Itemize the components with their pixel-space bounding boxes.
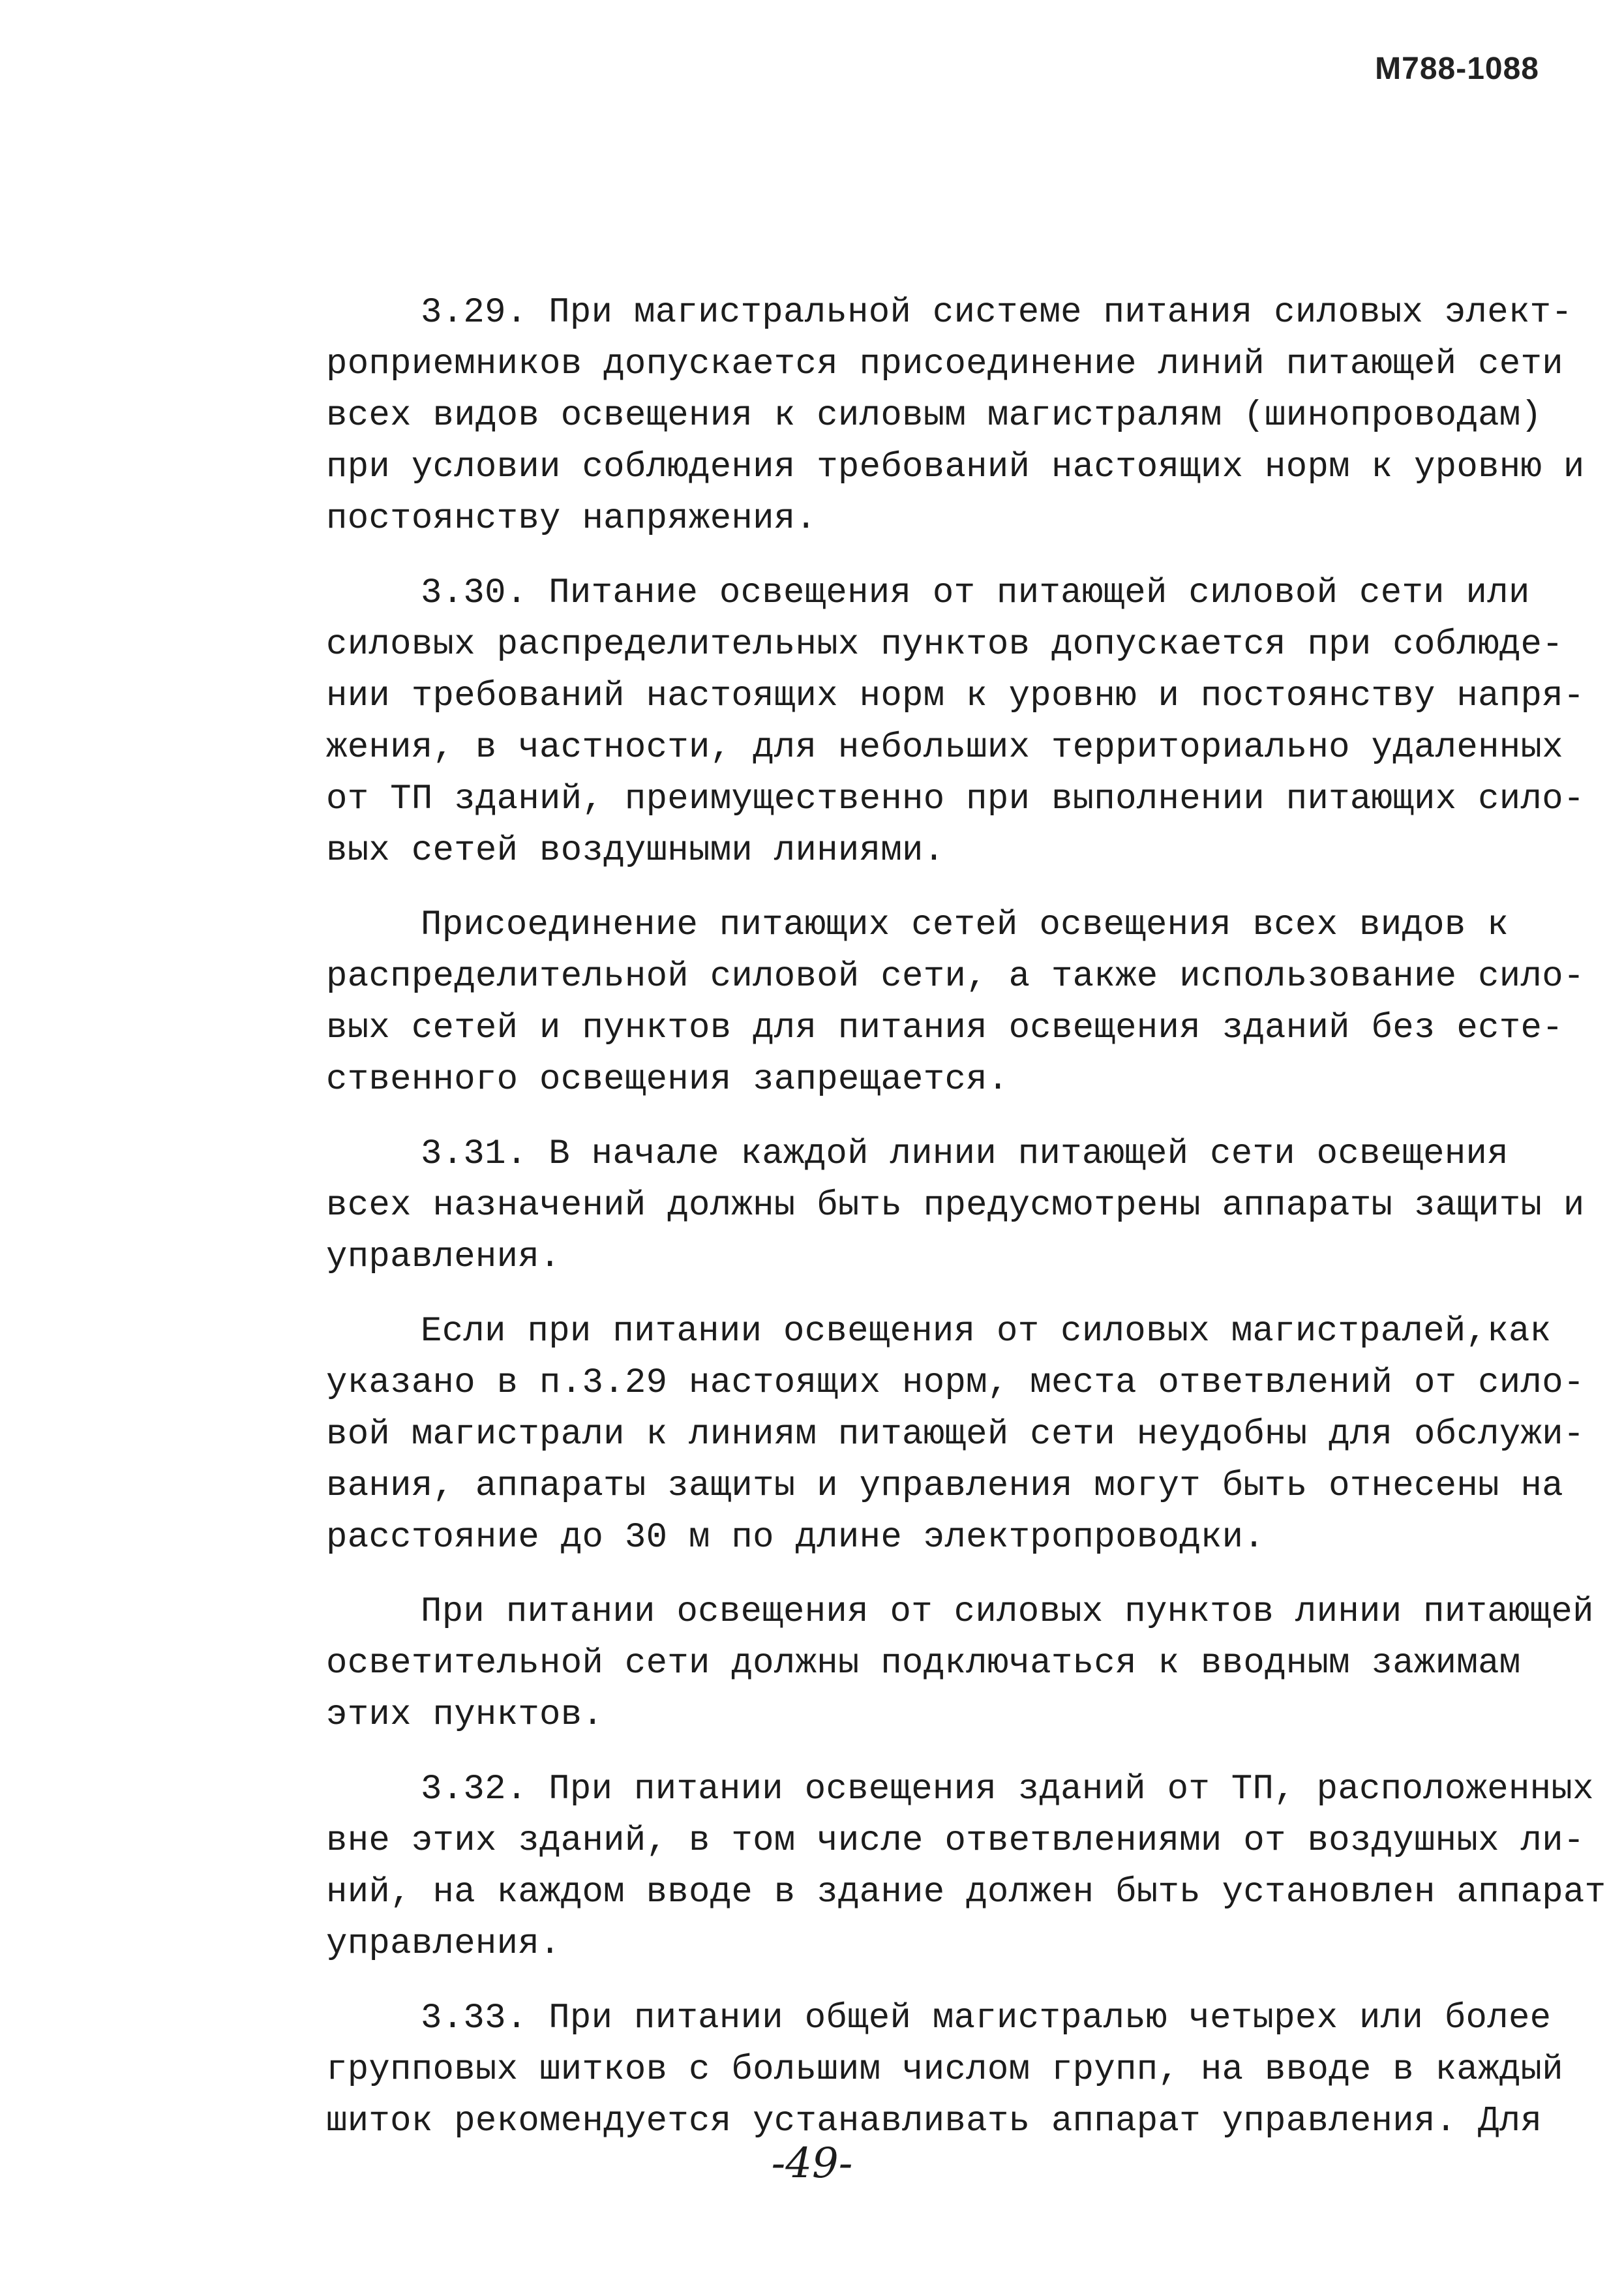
- paragraph-gap: [326, 1741, 1565, 1764]
- text-line: ственного освещения запрещается.: [326, 1060, 1009, 1100]
- text-line: 3.31. В начале каждой линии питающей сети освещения: [421, 1134, 1509, 1174]
- text-line: этих пунктов.: [326, 1695, 604, 1735]
- text-line: Присоединение питающих сетей освещения всех видов к: [421, 905, 1509, 945]
- text-line: управления.: [326, 1924, 561, 1964]
- text-line: 3.33. При питании общей магистралью четырех или более: [421, 1998, 1552, 2038]
- text-line: осветительной сети должны подключаться к вводным зажимам: [326, 1644, 1521, 1683]
- text-line: вой магистрали к линиям питающей сети неудобны для обслужи-: [326, 1415, 1585, 1455]
- text-line: при условии соблюдения требований настоящих норм к уровню и: [326, 447, 1585, 487]
- paragraph-3-33: [326, 1993, 1565, 2147]
- text-line: жения, в частности, для небольших территориально удаленных: [326, 728, 1563, 768]
- text-line: от ТП зданий, преимущественно при выполнении питающих сило-: [326, 779, 1585, 819]
- text-line: групповых шитков с большим числом групп, на вводе в каждый: [326, 2050, 1563, 2090]
- text-line: всех назначений должны быть предусмотрены аппараты защиты и: [326, 1186, 1585, 1226]
- text-line: распределительной силовой сети, а также использование сило-: [326, 957, 1585, 997]
- text-line: управления.: [326, 1237, 561, 1277]
- page-number: -49-: [771, 2139, 853, 2188]
- document-code: М788-1088: [1375, 52, 1539, 86]
- paragraph-3-31: [326, 1128, 1585, 1283]
- text-line: 3.30. Питание освещения от питающей силовой сети или: [421, 573, 1530, 613]
- text-line: При питании освещения от силовых пунктов линии питающей: [421, 1592, 1594, 1632]
- text-line: постоянству напряжения.: [326, 499, 817, 539]
- text-line: шиток рекомендуется устанавливать аппарат управления. Для: [326, 2102, 1542, 2141]
- text-line: 3.32. При питании освещения зданий от ТП, расположенных: [421, 1770, 1594, 1809]
- paragraph-gap: [326, 1106, 1565, 1128]
- paragraph-3-29: [326, 287, 1585, 545]
- paragraph-branch-distance: [326, 1306, 1585, 1563]
- text-line: нии требований настоящих норм к уровню и постоянству напря-: [326, 676, 1585, 716]
- paragraph-power-points: [326, 1586, 1594, 1741]
- text-line: Если при питании освещения от силовых магистралей,как: [421, 1312, 1552, 1351]
- text-line: роприемников допускается присоединение линий питающей сети: [326, 344, 1563, 384]
- text-line: вых сетей и пунктов для питания освещения зданий без есте-: [326, 1008, 1563, 1048]
- paragraph-gap: [326, 1283, 1565, 1306]
- document-body: [326, 287, 1606, 2147]
- paragraph-connection-prohibition: [326, 899, 1585, 1106]
- paragraph-gap: [326, 877, 1565, 899]
- paragraph-gap: [326, 1970, 1565, 1993]
- paragraph-3-30: [326, 567, 1585, 877]
- text-line: всех видов освещения к силовым магистралям (шинопроводам): [326, 396, 1542, 436]
- text-line: вания, аппараты защиты и управления могут быть отнесены на: [326, 1466, 1563, 1506]
- text-line: ний, на каждом вводе в здание должен быть установлен аппарат: [326, 1873, 1606, 1912]
- text-line: 3.29. При магистральной системе питания силовых элект-: [421, 293, 1573, 333]
- text-line: вых сетей воздушными линиями.: [326, 831, 945, 871]
- text-line: указано в п.3.29 настоящих норм, места ответвлений от сило-: [326, 1363, 1585, 1403]
- text-line: расстояние до 30 м по длине электропроводки.: [326, 1518, 1265, 1558]
- paragraph-3-32: [326, 1764, 1606, 1970]
- text-line: силовых распределительных пунктов допускается при соблюде-: [326, 625, 1563, 665]
- paragraph-gap: [326, 1563, 1565, 1586]
- text-line: вне этих зданий, в том числе ответвлениями от воздушных ли-: [326, 1821, 1585, 1861]
- paragraph-gap: [326, 545, 1565, 567]
